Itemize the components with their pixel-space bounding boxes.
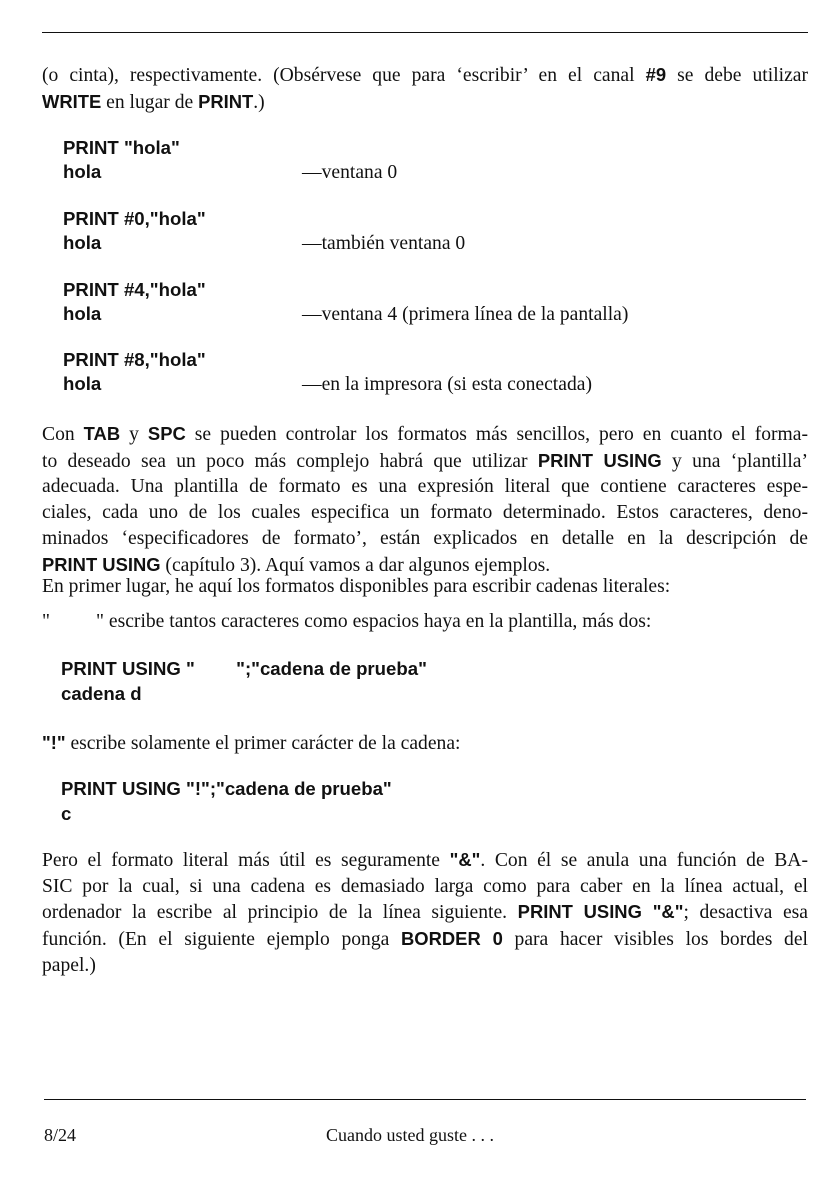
example-comment-2: —ventana 4 (primera línea de la pantalla) bbox=[302, 304, 629, 325]
amp-line-1: Pero el formato literal más útil es seguramente "&". Con él se anula una función de BA- bbox=[42, 849, 808, 871]
example-output-1: hola bbox=[63, 232, 102, 253]
page-number: 8/24 bbox=[44, 1125, 77, 1145]
amp-line-4: función. (En el siguiente ejemplo ponga BORDER 0 para hacer visibles los bordes del bbox=[42, 928, 808, 951]
excl-format-description: "!" escribe solamente el primer carácter de la cadena: bbox=[42, 732, 461, 754]
example-comment-3: —en la impresora (si esta conectada) bbox=[302, 374, 592, 395]
quote-open: " bbox=[42, 611, 50, 632]
amp-line-3: ordenador la escribe al principio de la línea siguiente. PRINT USING "&"; desactiva esa bbox=[42, 901, 808, 924]
tab-line-4: ciales, cada uno de los cuales especifica un formato determinado. Estos caracteres, deno- bbox=[42, 502, 808, 524]
intro-paragraph bbox=[42, 62, 808, 115]
ampersand-paragraph bbox=[42, 847, 808, 979]
spaces-format-description: " " escribe tantos caracteres como espacios haya en la plantilla, más dos: bbox=[42, 611, 652, 632]
tab-line-5: minados ‘especificadores de formato’, están explicados en detalle en la descripción de bbox=[42, 527, 808, 549]
top-rule bbox=[42, 32, 808, 33]
intro-line-1: (o cinta), respectivamente. (Obsérvese que para ‘escribir’ en el canal #9 se debe utilizar bbox=[42, 64, 808, 86]
formats-intro: En primer lugar, he aquí los formatos disponibles para escribir cadenas literales: bbox=[42, 576, 671, 597]
example-comment-0: —ventana 0 bbox=[302, 162, 398, 183]
bottom-rule bbox=[44, 1099, 806, 1100]
running-title: Cuando usted guste . . . bbox=[326, 1125, 494, 1145]
tab-line-2: to deseado sea un poco más complejo habrá que utilizar PRINT USING y una ‘plantilla’ bbox=[42, 449, 808, 472]
example-code-1: PRINT #0,"hola" bbox=[63, 208, 206, 229]
example-output-0: hola bbox=[63, 161, 102, 182]
example-code-0: PRINT "hola" bbox=[63, 137, 180, 158]
amp-line-2: SIC por la cual, si una cadena es demasiado larga como para caber en la línea actual, el bbox=[42, 875, 808, 897]
spaces-format-code: PRINT USING " ";"cadena de prueba" bbox=[61, 658, 427, 679]
example-output-3: hola bbox=[63, 373, 102, 394]
intro-line-2: WRITE en lugar de PRINT.) bbox=[42, 90, 265, 113]
spaces-format-output: cadena d bbox=[61, 683, 142, 704]
tab-line-1: Con TAB y SPC se pueden controlar los formatos más sencillos, pero en cuanto el forma- bbox=[42, 423, 808, 445]
example-comment-1: —también ventana 0 bbox=[302, 233, 466, 254]
excl-format-code: PRINT USING "!";"cadena de prueba" bbox=[61, 778, 392, 799]
tab-line-3: adecuada. Una plantilla de formato es una expresión literal que contiene caracteres espe- bbox=[42, 476, 808, 498]
example-code-3: PRINT #8,"hola" bbox=[63, 349, 206, 370]
tab-line-6: PRINT USING (capítulo 3). Aquí vamos a dar algunos ejemplos. bbox=[42, 553, 551, 576]
amp-line-5: papel.) bbox=[42, 954, 96, 976]
tab-spc-paragraph bbox=[42, 421, 808, 578]
example-code-2: PRINT #4,"hola" bbox=[63, 279, 206, 300]
example-output-2: hola bbox=[63, 303, 102, 324]
quote-close: " bbox=[96, 611, 104, 632]
excl-format-output: c bbox=[61, 803, 72, 824]
